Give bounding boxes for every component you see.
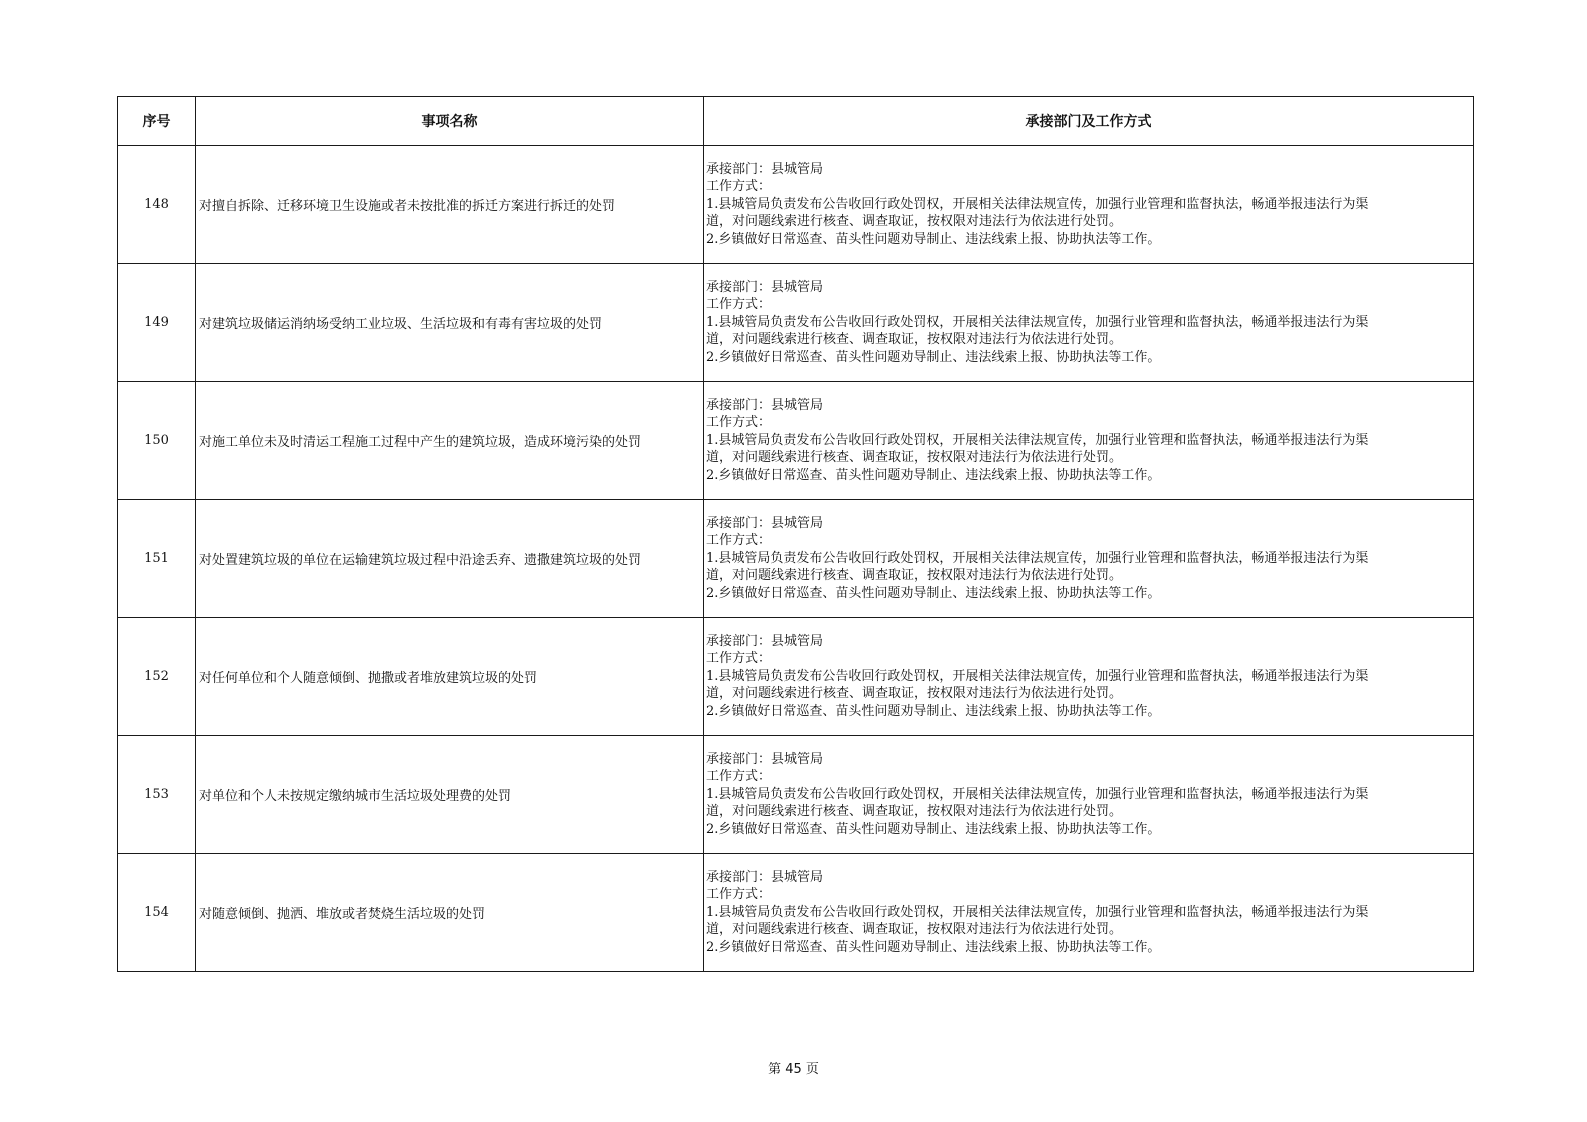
serial-number-text: 150 bbox=[144, 433, 169, 448]
method-step2-line: 2.乡镇做好日常巡查、苗头性问题劝导制止、违法线索上报、协助执法等工作。 bbox=[706, 703, 1161, 719]
serial-number-text: 153 bbox=[144, 787, 169, 802]
row-item-name bbox=[196, 264, 704, 382]
method-step1-continued-line: 道，对问题线索进行核查、调查取证，按权限对违法行为依法进行处罚。 bbox=[706, 804, 1123, 820]
department-line: 承接部门：县城管局 bbox=[706, 633, 824, 649]
department-line: 承接部门：县城管局 bbox=[706, 869, 824, 885]
page-number: 第 45 页 bbox=[768, 1062, 819, 1077]
department-line: 承接部门：县城管局 bbox=[706, 279, 824, 295]
method-step1-continued-line: 道，对问题线索进行核查、调查取证，按权限对违法行为依法进行处罚。 bbox=[706, 214, 1123, 230]
method-title-line: 工作方式： bbox=[706, 179, 772, 195]
serial-number-text: 148 bbox=[144, 197, 169, 212]
serial-number-text: 152 bbox=[144, 669, 169, 684]
table-row bbox=[118, 146, 1474, 264]
row-department-and-method bbox=[704, 500, 1474, 618]
method-step1-continued-line: 道，对问题线索进行核查、调查取证，按权限对违法行为依法进行处罚。 bbox=[706, 332, 1123, 348]
method-step1-continued-line: 道，对问题线索进行核查、调查取证，按权限对违法行为依法进行处罚。 bbox=[706, 450, 1123, 466]
row-serial-number bbox=[118, 382, 196, 500]
header-department-and-method: 承接部门及工作方式 bbox=[704, 97, 1474, 146]
department-line: 承接部门：县城管局 bbox=[706, 751, 824, 767]
row-item-name bbox=[196, 618, 704, 736]
item-name-text: 对任何单位和个人随意倾倒、抛撒或者堆放建筑垃圾的处罚 bbox=[199, 671, 538, 686]
row-serial-number bbox=[118, 146, 196, 264]
method-title-line: 工作方式： bbox=[706, 533, 772, 549]
table-row bbox=[118, 736, 1474, 854]
method-step1-line: 1.县城管局负责发布公告收回行政处罚权，开展相关法律法规宣传，加强行业管理和监督执法，畅通举报违法行为渠 bbox=[706, 550, 1369, 566]
method-step2-line: 2.乡镇做好日常巡查、苗头性问题劝导制止、违法线索上报、协助执法等工作。 bbox=[706, 349, 1161, 365]
row-department-and-method bbox=[704, 618, 1474, 736]
method-step1-line: 1.县城管局负责发布公告收回行政处罚权，开展相关法律法规宣传，加强行业管理和监督执法，畅通举报违法行为渠 bbox=[706, 904, 1369, 920]
method-title-line: 工作方式： bbox=[706, 769, 772, 785]
method-step1-continued-line: 道，对问题线索进行核查、调查取证，按权限对违法行为依法进行处罚。 bbox=[706, 568, 1123, 584]
method-step1-line: 1.县城管局负责发布公告收回行政处罚权，开展相关法律法规宣传，加强行业管理和监督执法，畅通举报违法行为渠 bbox=[706, 314, 1369, 330]
department-line: 承接部门：县城管局 bbox=[706, 397, 824, 413]
table-row bbox=[118, 264, 1474, 382]
method-step2-line: 2.乡镇做好日常巡查、苗头性问题劝导制止、违法线索上报、协助执法等工作。 bbox=[706, 821, 1161, 837]
row-department-and-method bbox=[704, 736, 1474, 854]
item-name-text: 对随意倾倒、抛洒、堆放或者焚烧生活垃圾的处罚 bbox=[199, 907, 486, 922]
row-department-and-method bbox=[704, 264, 1474, 382]
method-step2-line: 2.乡镇做好日常巡查、苗头性问题劝导制止、违法线索上报、协助执法等工作。 bbox=[706, 467, 1161, 483]
row-department-and-method bbox=[704, 146, 1474, 264]
method-step1-line: 1.县城管局负责发布公告收回行政处罚权，开展相关法律法规宣传，加强行业管理和监督执法，畅通举报违法行为渠 bbox=[706, 668, 1369, 684]
method-step1-line: 1.县城管局负责发布公告收回行政处罚权，开展相关法律法规宣传，加强行业管理和监督执法，畅通举报违法行为渠 bbox=[706, 786, 1369, 802]
method-step1-line: 1.县城管局负责发布公告收回行政处罚权，开展相关法律法规宣传，加强行业管理和监督执法，畅通举报违法行为渠 bbox=[706, 196, 1369, 212]
table-header-row bbox=[118, 97, 1474, 146]
row-serial-number bbox=[118, 736, 196, 854]
item-name-text: 对施工单位未及时清运工程施工过程中产生的建筑垃圾，造成环境污染的处罚 bbox=[199, 435, 642, 450]
matters-table bbox=[117, 96, 1474, 972]
item-name-text: 对单位和个人未按规定缴纳城市生活垃圾处理费的处罚 bbox=[199, 789, 512, 804]
table-row bbox=[118, 618, 1474, 736]
serial-number-text: 149 bbox=[144, 315, 169, 330]
method-title-line: 工作方式： bbox=[706, 297, 772, 313]
method-title-line: 工作方式： bbox=[706, 651, 772, 667]
row-department-and-method bbox=[704, 854, 1474, 972]
table-row bbox=[118, 854, 1474, 972]
method-title-line: 工作方式： bbox=[706, 415, 772, 431]
header-serial-number: 序号 bbox=[118, 97, 196, 146]
department-line: 承接部门：县城管局 bbox=[706, 515, 824, 531]
department-line: 承接部门：县城管局 bbox=[706, 161, 824, 177]
row-serial-number bbox=[118, 500, 196, 618]
row-serial-number bbox=[118, 854, 196, 972]
item-name-text: 对建筑垃圾储运消纳场受纳工业垃圾、生活垃圾和有毒有害垃圾的处罚 bbox=[199, 317, 603, 332]
method-step1-continued-line: 道，对问题线索进行核查、调查取证，按权限对违法行为依法进行处罚。 bbox=[706, 922, 1123, 938]
method-step1-continued-line: 道，对问题线索进行核查、调查取证，按权限对违法行为依法进行处罚。 bbox=[706, 686, 1123, 702]
item-name-text: 对处置建筑垃圾的单位在运输建筑垃圾过程中沿途丢弃、遗撒建筑垃圾的处罚 bbox=[199, 553, 642, 568]
table-row bbox=[118, 382, 1474, 500]
table-row bbox=[118, 500, 1474, 618]
header-item-name: 事项名称 bbox=[196, 97, 704, 146]
row-item-name bbox=[196, 382, 704, 500]
table-body bbox=[118, 146, 1474, 972]
method-title-line: 工作方式： bbox=[706, 887, 772, 903]
method-step1-line: 1.县城管局负责发布公告收回行政处罚权，开展相关法律法规宣传，加强行业管理和监督执法，畅通举报违法行为渠 bbox=[706, 432, 1369, 448]
method-step2-line: 2.乡镇做好日常巡查、苗头性问题劝导制止、违法线索上报、协助执法等工作。 bbox=[706, 939, 1161, 955]
row-department-and-method bbox=[704, 382, 1474, 500]
row-item-name bbox=[196, 146, 704, 264]
row-serial-number bbox=[118, 264, 196, 382]
item-name-text: 对擅自拆除、迁移环境卫生设施或者未按批准的拆迁方案进行拆迁的处罚 bbox=[199, 199, 616, 214]
serial-number-text: 151 bbox=[144, 551, 169, 566]
serial-number-text: 154 bbox=[144, 905, 169, 920]
row-item-name bbox=[196, 736, 704, 854]
method-step2-line: 2.乡镇做好日常巡查、苗头性问题劝导制止、违法线索上报、协助执法等工作。 bbox=[706, 231, 1161, 247]
row-serial-number bbox=[118, 618, 196, 736]
row-item-name bbox=[196, 500, 704, 618]
method-step2-line: 2.乡镇做好日常巡查、苗头性问题劝导制止、违法线索上报、协助执法等工作。 bbox=[706, 585, 1161, 601]
row-item-name bbox=[196, 854, 704, 972]
